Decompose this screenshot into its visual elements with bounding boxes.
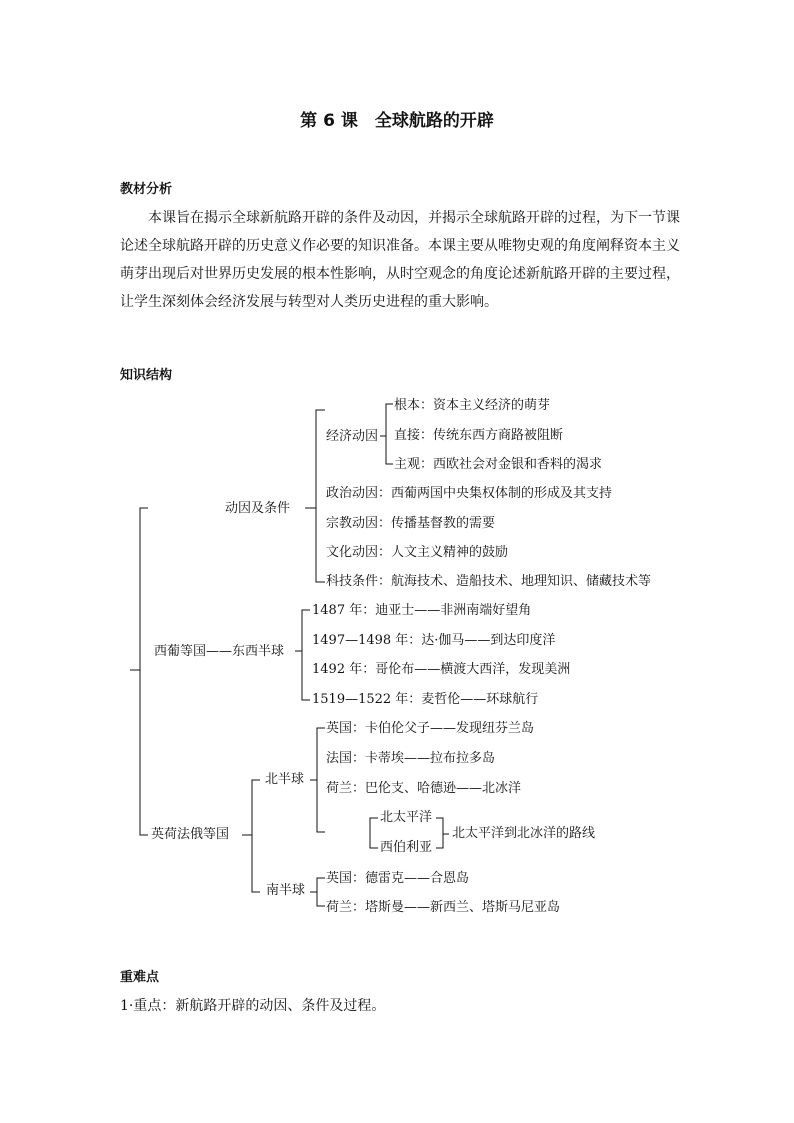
route-label: 北太平洋到北冰洋的路线 (452, 826, 596, 841)
economic-item: 根本：资本主义经济的萌芽 (394, 398, 551, 413)
voyage-item: 1497—1498 年：达·伽马——到达印度洋 (312, 633, 556, 648)
analysis-heading: 教材分析 (120, 182, 173, 197)
north-hemisphere-label: 北半球 (265, 772, 305, 787)
analysis-line: 萌芽出现后对世界历史发展的根本性影响，从时空观念的角度论述新航路开辟的主要过程， (120, 266, 680, 282)
analysis-line: 本课旨在揭示全球新航路开辟的条件及动因，并揭示全球航路开辟的过程，为下一节课 (120, 210, 680, 226)
cause-item: 科技条件：航海技术、造船技术、地理知识、储藏技术等 (326, 574, 652, 589)
economic-item: 主观：西欧社会对金银和香料的渴求 (394, 457, 603, 472)
spain-portugal-label: 西葡等国——东西半球 (154, 644, 285, 659)
cause-label: 动因及条件 (225, 501, 291, 516)
economic-item: 直接：传统东西方商路被阻断 (394, 428, 564, 443)
economic-label: 经济动因 (326, 429, 379, 444)
north-item: 英国：卡伯伦父子——发现纽芬兰岛 (326, 721, 535, 736)
north-item: 法国：卡蒂埃——拉布拉多岛 (326, 751, 496, 766)
north-item: 荷兰：巴伦支、哈德逊——北冰洋 (326, 781, 522, 796)
route-part: 西伯利亚 (380, 840, 433, 855)
page-title: 第 6 课 全球航路的开辟 (300, 111, 494, 131)
key-point: 1·重点：新航路开辟的动因、条件及过程。 (120, 998, 386, 1014)
voyage-item: 1487 年：迪亚士——非洲南端好望角 (312, 603, 532, 618)
south-item: 荷兰：塔斯曼——新西兰、塔斯马尼亚岛 (326, 900, 561, 915)
analysis-line: 让学生深刻体会经济发展与转型对人类历史进程的重大影响。 (120, 294, 498, 310)
south-hemisphere-label: 南半球 (266, 883, 306, 898)
key-points-heading: 重难点 (120, 970, 160, 985)
cause-item: 政治动因：西葡两国中央集权体制的形成及其支持 (326, 486, 613, 501)
cause-item: 宗教动因：传播基督教的需要 (326, 516, 496, 531)
structure-heading: 知识结构 (120, 368, 173, 383)
cause-item: 文化动因：人文主义精神的鼓励 (326, 545, 509, 560)
route-part: 北太平洋 (380, 810, 433, 825)
analysis-line: 论述全球航路开辟的历史意义作必要的知识准备。本课主要从唯物史观的角度阐释资本主义 (120, 238, 680, 254)
voyage-item: 1492 年：哥伦布——横渡大西洋，发现美洲 (312, 662, 571, 677)
voyage-item: 1519—1522 年：麦哲伦——环球航行 (312, 692, 539, 707)
south-item: 英国：德雷克——合恩岛 (326, 871, 470, 886)
other-powers-label: 英荷法俄等国 (151, 827, 230, 842)
